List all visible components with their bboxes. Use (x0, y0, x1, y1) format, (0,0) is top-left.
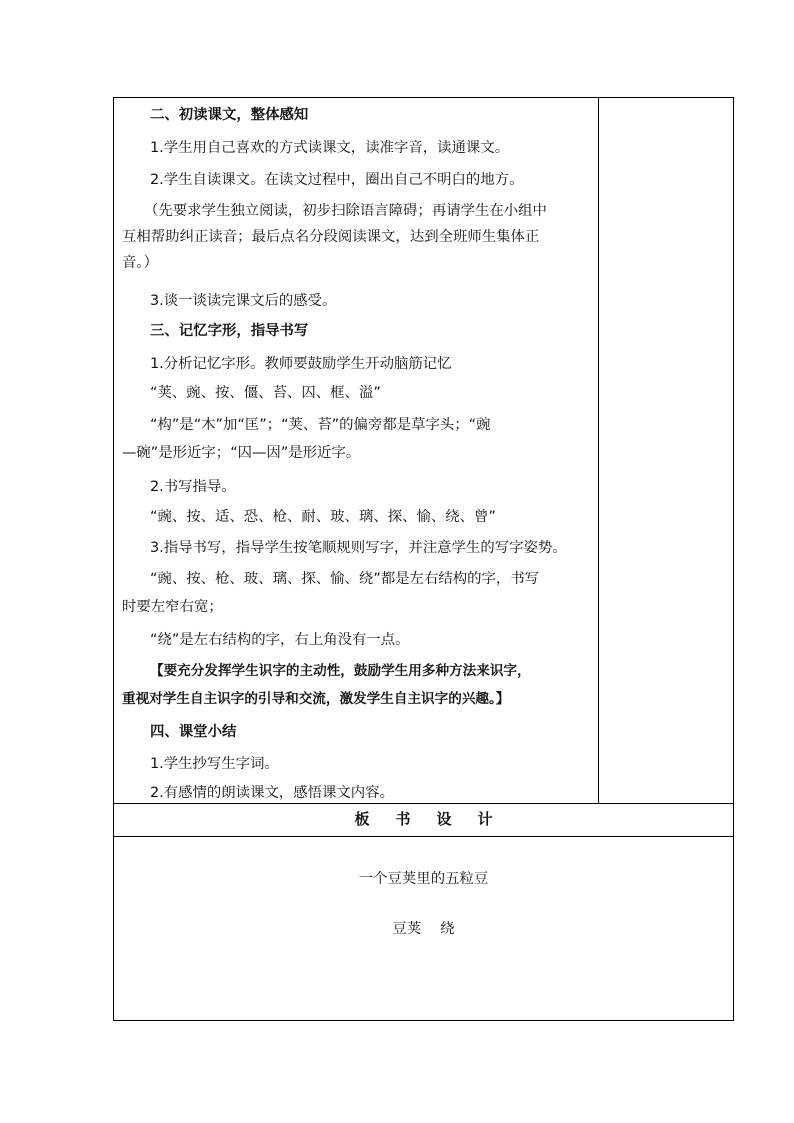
paragraph: 2.书写指导。 (150, 479, 236, 495)
board-design-heading (113, 806, 734, 832)
paragraph: 互相帮助纠正读音；最后点名分段阅读课文，达到全班师生集体正 (122, 229, 540, 245)
board-title: 一个豆荚里的五粒豆 (358, 871, 489, 887)
heading-char: 设 (436, 810, 452, 828)
heading-char: 计 (477, 810, 493, 828)
paragraph: （先要求学生独立阅读，初步扫除语言障碍；再请学生在小组中 (144, 203, 547, 219)
paragraph: 1.分析记忆字形。教师要鼓励学生开动脑筋记忆 (150, 356, 452, 372)
paragraph: 3.谈一谈读完课文后的感受。 (150, 293, 337, 309)
section-heading: 二、初读课文，整体感知 (150, 107, 309, 123)
section-heading: 三、记忆字形，指导书写 (150, 323, 309, 339)
section-heading: 四、课堂小结 (150, 724, 237, 740)
paragraph: 2.有感情的朗读课文，感悟课文内容。 (150, 785, 394, 801)
paragraph: “绕”是左右结构的字，右上角没有一点。 (150, 632, 410, 648)
paragraph: “豌、按、枪、玻、璃、探、愉、绕”都是左右结构的字，书写 (150, 571, 540, 587)
paragraph: 音。） (122, 255, 158, 271)
paragraph: “构”是“木”加“匡”；“荚、苔”的偏旁都是草字头；“豌 (150, 417, 491, 433)
paragraph: “荚、豌、按、僵、苔、囚、框、溢” (150, 385, 381, 401)
paragraph: 2.学生自读课文。在读文过程中，圈出自己不明白的地方。 (150, 172, 524, 188)
row-divider-bottom (113, 836, 734, 837)
teaching-note: 【要充分发挥学生识字的主动性，鼓励学生用多种方法来识字， (150, 663, 531, 679)
paragraph: 1.学生抄写生字词。 (150, 756, 279, 772)
heading-char: 板 (354, 810, 370, 828)
paragraph: “豌、按、适、恐、枪、耐、玻、璃、探、愉、绕、曾” (150, 509, 496, 525)
heading-char: 书 (395, 810, 411, 828)
paragraph: 1.学生用自己喜欢的方式读课文，读准字音，读通课文。 (150, 140, 510, 156)
teaching-note: 重视对学生自主识字的引导和交流，激发学生自主识字的兴趣。】 (122, 691, 510, 707)
paragraph: 3.指导书写，指导学生按笔顺规则写字，并注意学生的写字姿势。 (150, 540, 567, 556)
paragraph: —碗”是形近字；“囚—因”是形近字。 (122, 445, 361, 461)
paragraph: 时要左窄右宽； (122, 599, 223, 615)
board-words: 豆荚 绕 (392, 921, 455, 937)
